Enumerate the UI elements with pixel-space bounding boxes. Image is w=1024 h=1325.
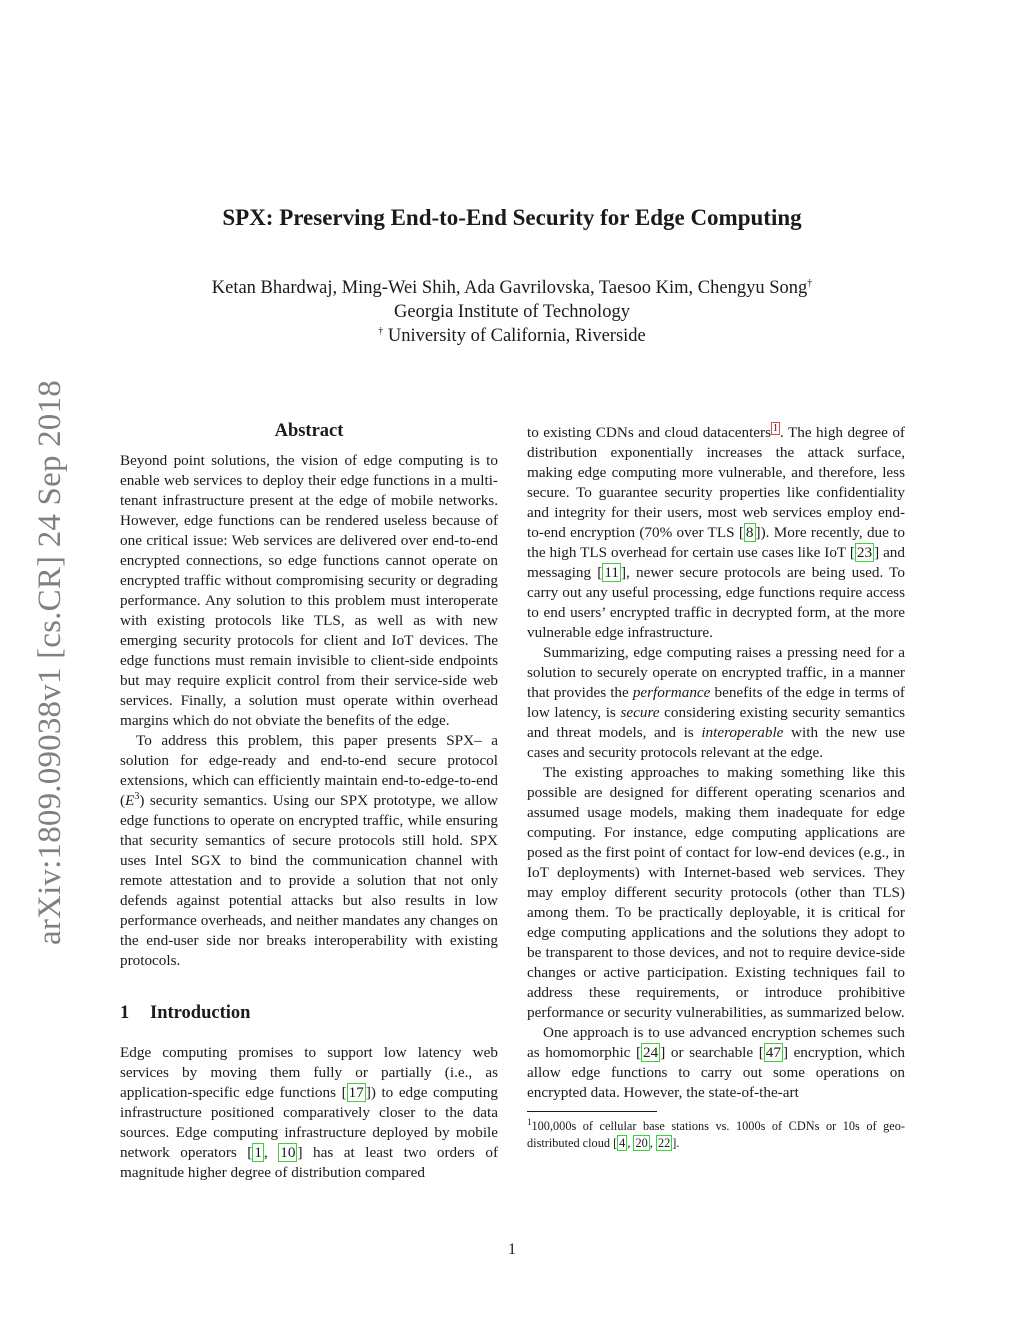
section-number: 1 [120,1003,130,1023]
citation-link[interactable]: 11 [604,564,619,581]
footnote-link[interactable]: 1 [773,422,779,434]
footnote-number: 1 [527,1116,532,1127]
author-list: Ketan Bhardwaj, Ming-Wei Shih, Ada Gavrilovska, Taesoo Kim, Chengyu Song† [211,277,813,298]
author-block [0,276,1024,348]
citation-link[interactable]: 20 [635,1136,648,1150]
abstract-heading: Abstract [274,421,344,441]
citation-link[interactable]: 1 [254,1144,262,1161]
citation-link[interactable]: 4 [619,1136,626,1150]
author-dagger: † [807,277,813,289]
right-paragraph-2: Summarizing, edge computing raises a pressing need for a solution to securely operate on encrypted traffic, in a manner that provides the performance benefits of the edge in terms of low latency, is secure considering existing security semantics and threat models, and is interoperable with the new use cases and security protocols relevant at the edge. [527,644,905,761]
citation-link[interactable]: 8 [745,524,754,541]
right-paragraph-3: The existing approaches to making something like this possible are designed for different operating scenarios and assumed usage models, making them inadequate for edge computing. For instance, edge computing applications are posed as the first point of contact for low-end devices (e.g., in IoT deployments) with Internet-based web services. They may employ different security protocols (other than TLS) among them. To be practically deployable, it is critical for edge computing applications and the solutions they adopt to be transparent to those devices, and not to require device-side changes or active participation. Existing techniques fail to address these requirements, or introduce prohibitive performance or security vulnerabilities, as summarized below. [527,764,905,1021]
affiliation-2: † University of California, Riverside [378,325,646,346]
paper-title: SPX: Preserving End-to-End Security for Edge Computing [222,205,802,230]
section-heading-introduction [120,1001,498,1025]
footnote-divider [527,1111,657,1112]
left-column [120,419,498,1183]
citation-link[interactable]: 24 [643,1044,659,1061]
citation-link[interactable]: 23 [856,544,873,561]
affiliation-1: Georgia Institute of Technology [394,302,630,322]
affiliation-dagger: † [378,325,384,337]
math-exponent: 3 [134,790,140,802]
math-e: E [125,792,135,809]
right-paragraph-1: to existing CDNs and cloud datacenters $^1$ . The high degree of distribution exponentially increases the attack surface, making edge computing more vulnerable, and therefore, less secure. To guarantee security properties like confidentiality and integrity for their users, most web services employ end-to-end encryption (70% over TLS [ 8 ]). More recently, due to the high TLS overhead for certain use cases like IoT [ 23 ] and messaging [ 11 ], newer secure protocols are being used. To carry out any useful processing, edge functions require access to end users’ encrypted traffic in decrypted form, at the more vulnerable edge infrastructure. [527,422,905,641]
abstract-paragraph-2: To address this problem, this paper presents SPX– a solution for edge-ready and end-to-end secure protocol extensions, which can efficiently maintain end-to-edge-to-end $(E^3)$ security semantics. Using our SPX prototype, we allow edge functions to operate on encrypted traffic, while ensuring that security semantics of secure protocols still hold. SPX uses Intel SGX to bind the communication channel with remote attestation and to provide a solution that not only defends against potential attacks but also results in low performance overheads, and neither mandates any changes on the end-user side nor breaks interoperability with existing protocols. [120,732,498,969]
intro-paragraph-1: Edge computing promises to support low latency web services by moving them fully or partially (i.e., as application-specific edge functions [ 17 ]) to edge computing infrastructure positioned comparatively closer to the data sources. Edge computing infrastructure deployed by mobile network operators [ 1 , 10 ] has at least two orders of magnitude higher degree of distribution compared [120,1044,498,1181]
right-paragraph-4: One approach is to use advanced encryption schemes such as homomorphic [ 24 ] or searchable [ 47 ] encryption, which allow edge functions to carry out some operations on encrypted data. However, the state-of-the-art [527,1024,905,1101]
citation-link[interactable]: 10 [280,1144,296,1161]
footnote-1: $^1$100,000s of cellular base stations vs. 1000s of CDNs or 10s of geo-distributed cloud [ 4 , 20 , 22 ]. [527,1116,905,1150]
page-number: 1 [508,1241,516,1258]
citation-link[interactable]: 47 [765,1044,781,1061]
right-column [527,423,905,1152]
citation-link[interactable]: 17 [348,1084,364,1101]
citation-link[interactable]: 22 [657,1136,671,1150]
arxiv-identifier: arXiv:1809.09038v1 [cs.CR] 24 Sep 2018 [32,380,68,945]
section-title: Introduction [150,1003,251,1023]
abstract-paragraph-1: Beyond point solutions, the vision of edge computing is to enable web services to deploy their edge functions in a multi-tenant infrastructure present at the edge of mobile networks. However, edge functions can be rendered useless because of one critical issue: Web services are delivered over end-to-end encrypted connections, so edge functions cannot operate on encrypted traffic without compromising security or degrading performance. Any solution to this problem must interoperate with existing protocols like TLS, as well as with new emerging security protocols for client and IoT devices. The edge functions must remain invisible to client-side endpoints but may require explicit control from their service-side web services. Finally, a solution must operate within overhead margins which do not obviate the benefits of the edge. [120,452,498,729]
